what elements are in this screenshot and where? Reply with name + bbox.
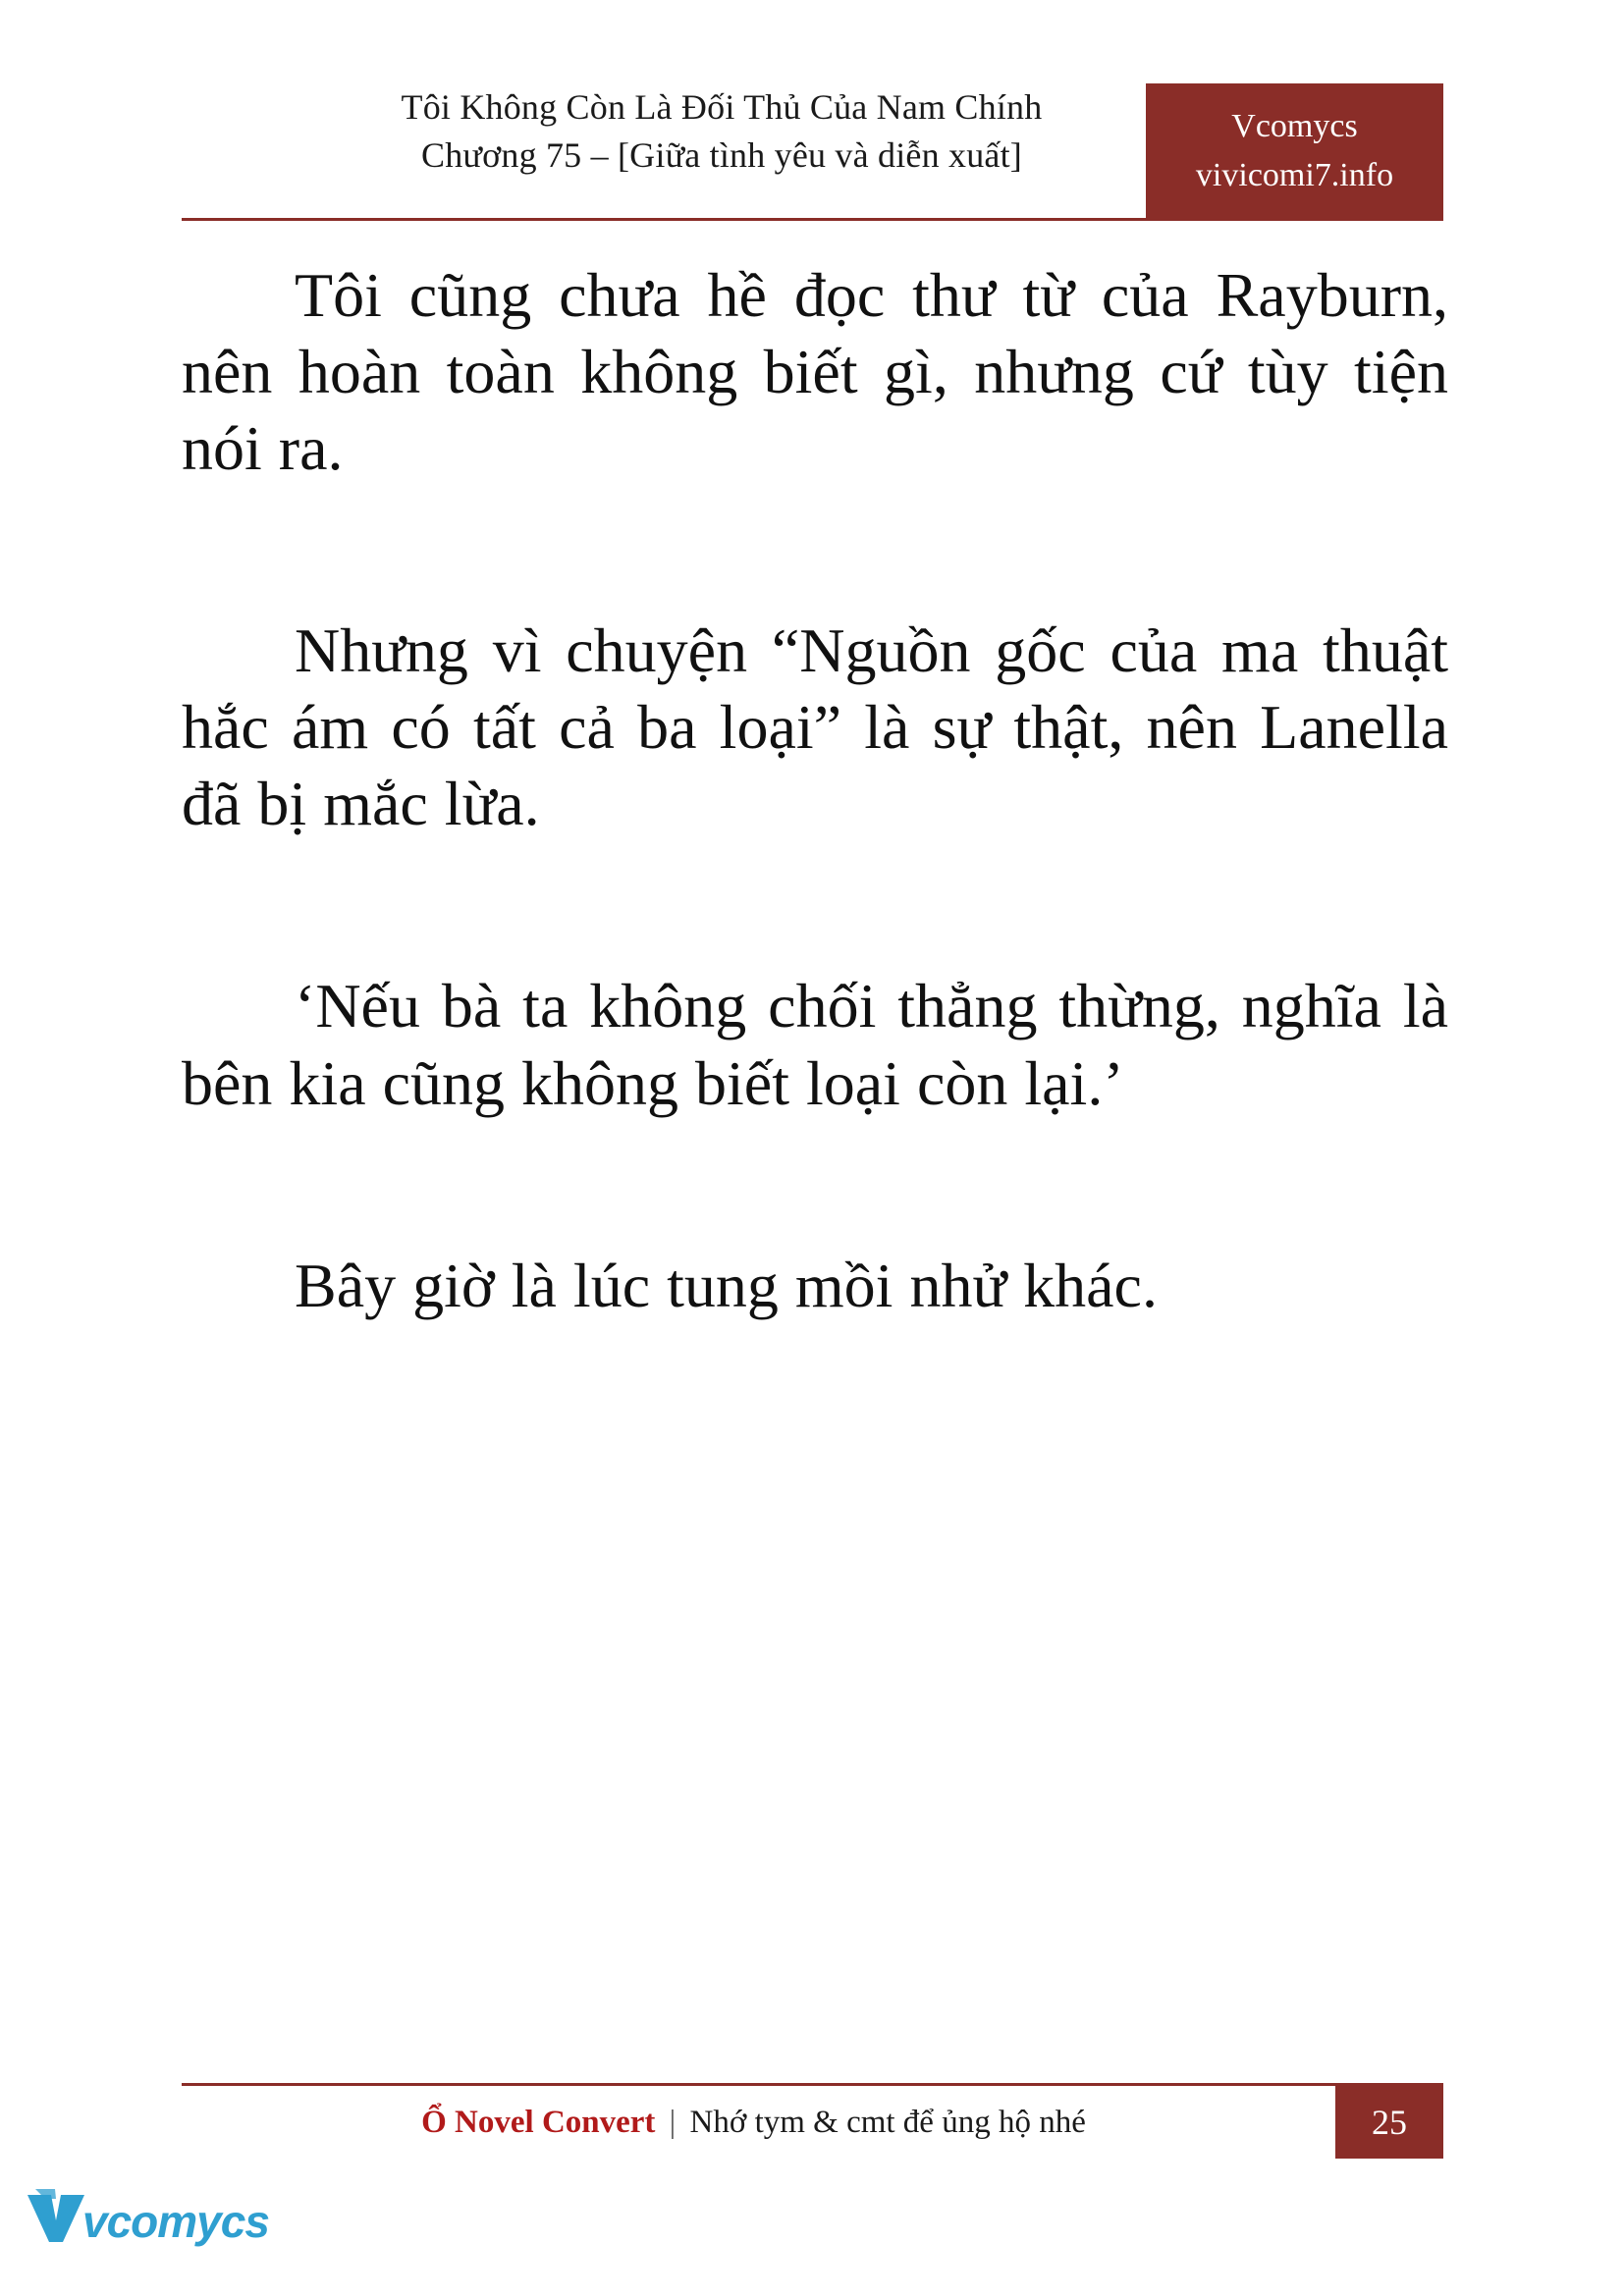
novel-title: Tôi Không Còn Là Đối Thủ Của Nam Chính bbox=[401, 87, 1043, 127]
watermark-logo bbox=[26, 2177, 269, 2271]
chapter-body bbox=[182, 257, 1448, 1324]
paragraph: Nhưng vì chuyện “Nguồn gốc của ma thuật hắc ám có tất cả ba loại” là sự thật, nên Lanella đã bị mắc lừa. bbox=[182, 615, 1448, 839]
site-name: Vcomycs bbox=[1231, 108, 1358, 145]
header-divider bbox=[182, 218, 1443, 221]
footer-note: Nhớ tym & cmt để ủng hộ nhé bbox=[689, 2104, 1086, 2140]
watermark-label: vcomycs bbox=[82, 2196, 269, 2247]
site-url: vivicomi7.info bbox=[1195, 156, 1394, 193]
chapter-title: Chương 75 – [Giữa tình yêu và diễn xuất] bbox=[421, 134, 1022, 175]
site-badge[interactable] bbox=[1146, 83, 1443, 218]
page-header bbox=[182, 83, 1443, 221]
page-footer bbox=[182, 2083, 1443, 2162]
footer-separator: | bbox=[669, 2104, 677, 2140]
v-chevron-logo-icon bbox=[26, 2187, 86, 2248]
page-number-badge: 25 bbox=[1335, 2086, 1443, 2159]
paragraph: ‘Nếu bà ta không chối thẳng thừng, nghĩa là bên kia cũng không biết loại còn lại.’ bbox=[182, 971, 1448, 1118]
header-title bbox=[182, 83, 1262, 179]
paragraph: Tôi cũng chưa hề đọc thư từ của Rayburn, nên hoàn toàn không biết gì, nhưng cứ tùy tiện nói ra. bbox=[182, 260, 1448, 484]
footer-brand: Ổ Novel Convert bbox=[421, 2104, 656, 2140]
footer-credit-text bbox=[421, 2105, 1204, 2141]
footer-credit bbox=[182, 2086, 1443, 2159]
paragraph: Bây giờ là lúc tung mồi nhử khác. bbox=[295, 1250, 1158, 1320]
